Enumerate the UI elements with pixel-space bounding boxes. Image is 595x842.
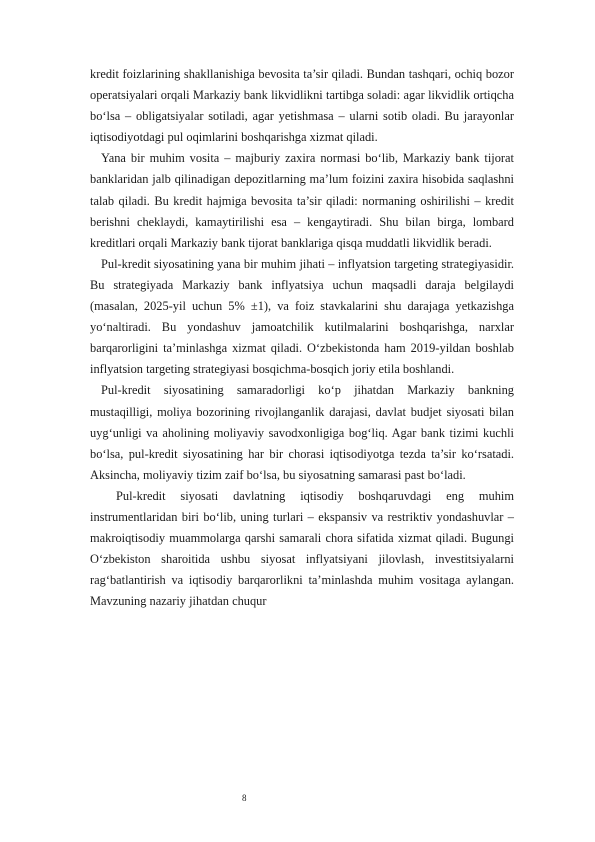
- paragraph-conclusion: Pul-kredit siyosati davlatning iqtisodiy boshqaruvdagi eng muhim instrumentlaridan biri bo‘lib, uning turlari – ekspansiv va restriktiv yondashuvlar – makroiqtisodiy muammolarga qarshi samarali chora sifatida xizmat qiladi. Bugungi O‘zbekiston sharoitida ushbu siyosat inflyatsiyani jilovlash, investitsiyalarni rag‘batlantirish va iqtisodiy barqarorlikni ta’minlashda muhim vositaga aylangan. Mavzuning nazariy jihatdan chuqur: [90, 488, 514, 609]
- page-number: 8: [242, 793, 247, 803]
- document-body: [90, 64, 514, 612]
- paragraph-continuation: kredit foizlarining shakllanishiga bevosita ta’sir qiladi. Bundan tashqari, ochiq bozor operatsiyalari orqali Markaziy bank likvidlikni tartibga soladi: agar likvidlik ortiqcha bo‘lsa – obligatsiyalar sotiladi, agar yetishmasa – ularni sotib oladi. Bu jarayonlar iqtisodiyotdagi pul oqimlarini boshqarishga xizmat qiladi.: [90, 67, 514, 145]
- paragraph-inflation-targeting: Pul-kredit siyosatining yana bir muhim jihati – inflyatsion targeting strategiyasidir. Bu strategiyada Markaziy bank inflyatsiya uchun maqsadli daraja belgilaydi (masalan, 2025-yil uchun 5% ±1), va foiz stavkalarini shu darajaga yetkazishga yo‘naltiradi. Bu yondashuv jamoatchilik kutilmalarini boshqarishga, narxlar barqarorligini ta’minlashga xizmat qiladi. O‘zbekistonda ham 2019-yildan boshlab inflyatsion targeting strategiyasi bosqichma-bosqich joriy etila boshlandi.: [90, 256, 514, 377]
- paragraph-reserve-requirement: Yana bir muhim vosita – majburiy zaxira normasi bo‘lib, Markaziy bank tijorat banklaridan jalb qilinadigan depozitlarning ma’lum foizini zaxira hisobida saqlashni talab qiladi. Bu kredit hajmiga bevosita ta’sir qiladi: normaning oshirilishi – kredit berishni cheklaydi, kamaytirilishi esa – kengaytiradi. Shu bilan birga, lombard kreditlari orqali Markaziy bank tijorat banklariga qisqa muddatli likvidlik beradi.: [90, 151, 514, 250]
- paragraph-effectiveness: Pul-kredit siyosatining samaradorligi ko‘p jihatdan Markaziy bankning mustaqilligi, moliya bozorining rivojlanganlik darajasi, davlat budjet siyosati bilan uyg‘unligi va aholining moliyaviy savodxonligiga bog‘liq. Agar bank tizimi kuchli bo‘lsa, pul-kredit siyosatining har bir chorasi iqtisodiyotga tezda ta’sir ko‘rsatadi. Aksincha, moliyaviy tizim zaif bo‘lsa, bu siyosatning samarasi past bo‘ladi.: [90, 383, 514, 482]
